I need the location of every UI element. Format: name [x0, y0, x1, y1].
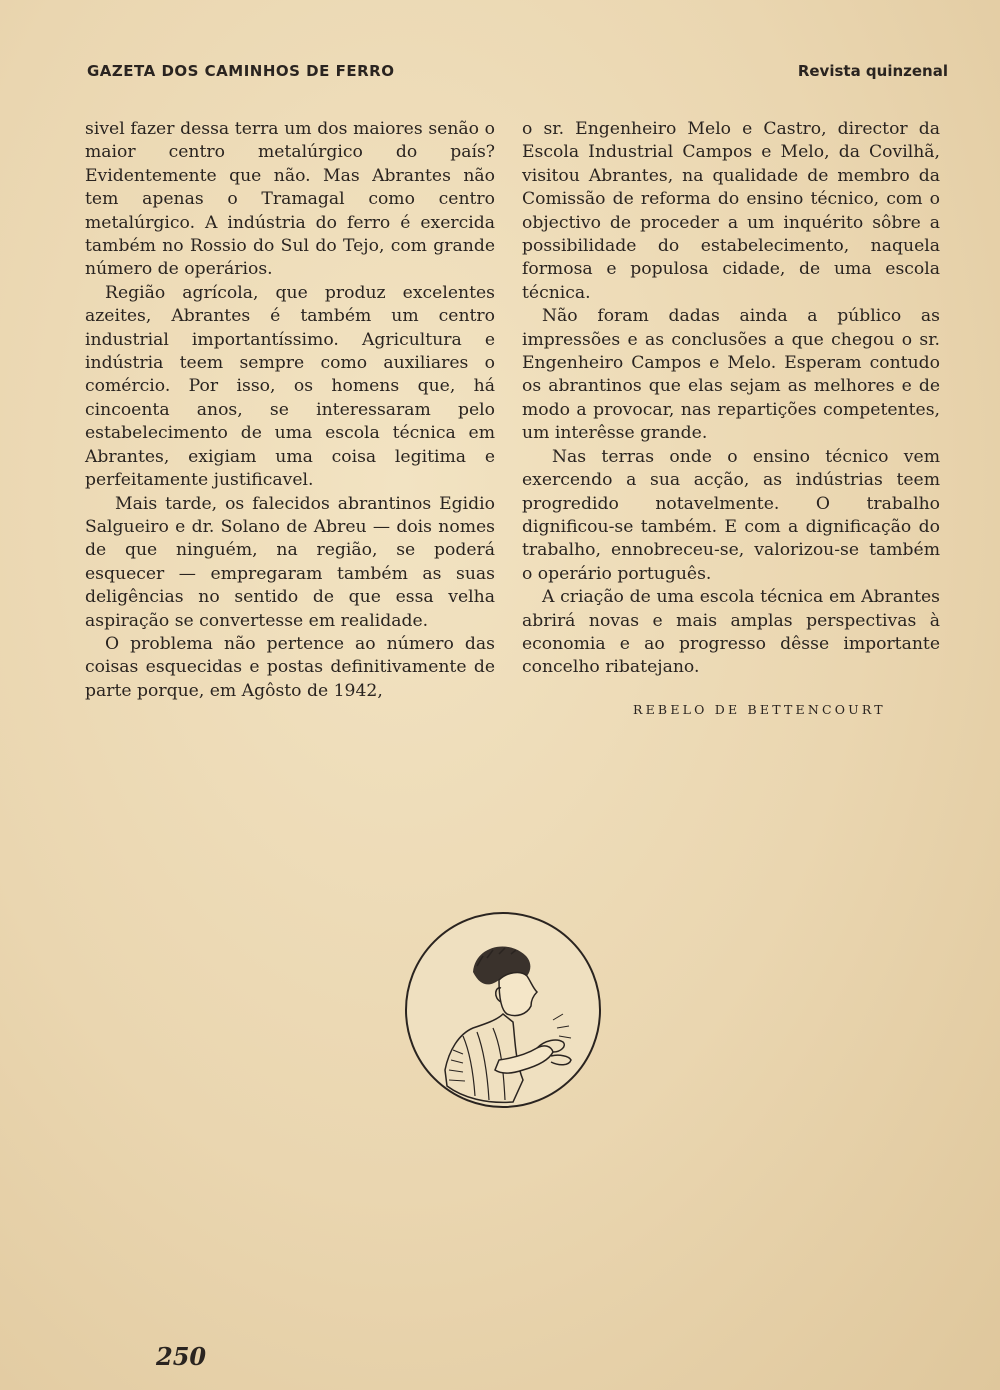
journal-title: GAZETA DOS CAMINHOS DE FERRO [87, 62, 395, 80]
boy-portrait-vignette-icon [403, 910, 603, 1110]
article-left-column [85, 118, 495, 703]
paragraph: O problema não pertence ao número das coisas esquecidas e postas definitivamente de parte porque, em Agôsto de 1942, [85, 633, 495, 701]
author-signature: REBELO DE BETTENCOURT [633, 702, 886, 717]
paragraph: Mais tarde, os falecidos abrantinos Egidio Salgueiro e dr. Solano de Abreu — dois nomes de que ninguém, na região, se poderá esquecer — empregaram também as suas deligências no sentido de que essa velha aspiração se convertesse em realidade. [85, 493, 495, 631]
paragraph: o sr. Engenheiro Melo e Castro, director da Escola Industrial Campos e Melo, da Covilhã, visitou Abrantes, na qualidade de membro da Comissão de reforma do ensino técnico, com o objectivo de proceder a um inquérito sôbre a possibilidade do estabelecimento, naquela formosa e populosa cidade, de uma escola técnica. [522, 119, 940, 303]
paragraph: Não foram dadas ainda a público as impressões e as conclusões a que chegou o sr. Engenheiro Campos e Melo. Esperam contudo os abrantinos que elas sejam as melhores e de modo a provocar, nas repartições competentes, um interêsse grande. [522, 306, 940, 444]
journal-subtitle: Revista quinzenal [797, 62, 948, 80]
paragraph: Nas terras onde o ensino técnico vem exercendo a sua acção, as indústrias teem progredido notavelmente. O trabalho dignificou-se também. E com a dignificação do trabalho, ennobreceu-se, valorizou-se também o operário português. [522, 446, 940, 584]
paragraph: Região agrícola, que produz excelentes azeites, Abrantes é também um centro industrial importantíssimo. Agricultura e indústria teem sempre como auxiliares o comércio. Por isso, os homens que, há cincoenta anos, se interessaram pelo estabelecimento de uma escola técnica em Abrantes, exigiam uma coisa legitima e perfeitamente justificavel. [85, 282, 495, 491]
paragraph: sivel fazer dessa terra um dos maiores senão o maior centro metalúrgico do país? Evidentemente que não. Mas Abrantes não tem apenas o Tramagal como centro metalúrgico. A indústria do ferro é exercida também no Rossio do Sul do Tejo, com grande número de operários. [85, 119, 495, 280]
article-right-column [522, 118, 940, 680]
paragraph: A criação de uma escola técnica em Abrantes abrirá novas e mais amplas perspectivas à economia e ao progresso dêsse importante concelho ribatejano. [522, 587, 940, 678]
page-number: 250 [156, 1342, 207, 1371]
